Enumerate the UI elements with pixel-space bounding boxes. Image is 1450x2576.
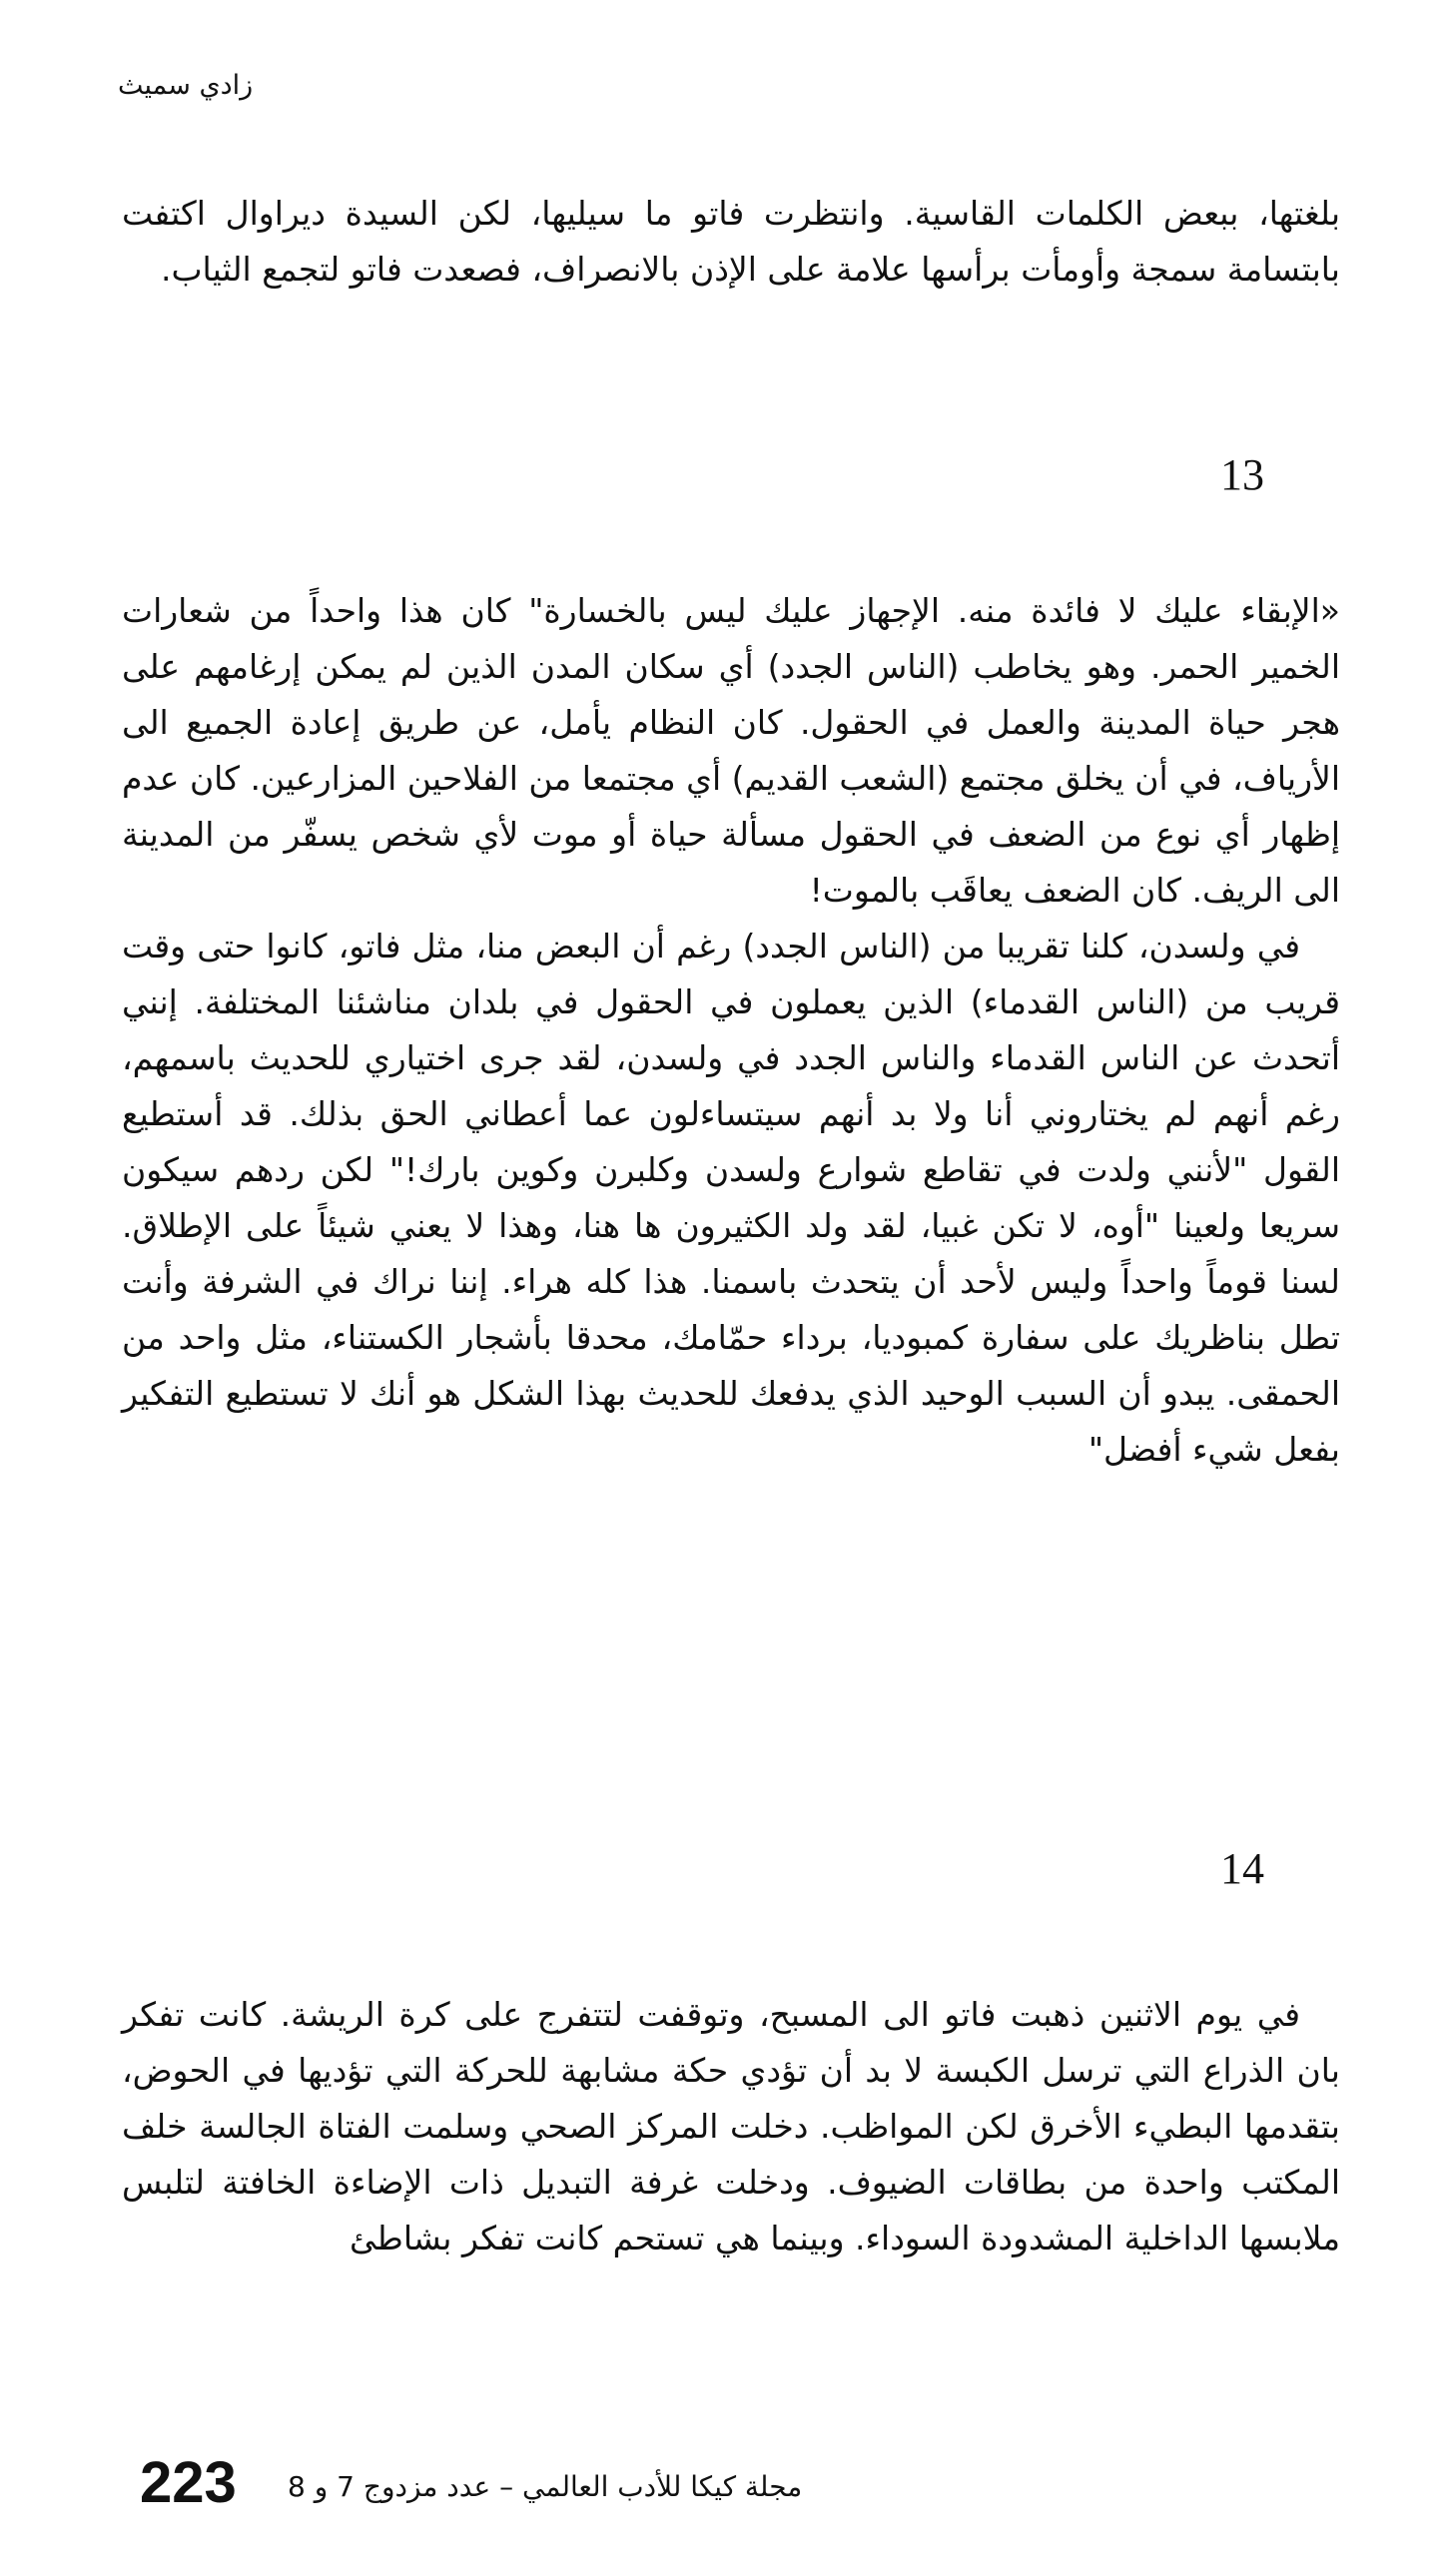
page-footer xyxy=(140,2448,1218,2528)
intro-text-block xyxy=(122,186,1340,298)
paragraph: في يوم الاثنين ذهبت فاتو الى المسبح، وتوقفت لتتفرج على كرة الريشة. كانت تفكر بان الذراع التي ترسل الكبسة لا بد أن تؤدي حكة مشابهة للحركة التي تؤديها في الحوض، بتقدمها البطيء الأخرق لكن المواظب. دخلت المركز الصحي وسلمت الفتاة الجالسة خلف المكتب واحدة من بطاقات الضيوف. ودخلت غرفة التبديل ذات الإضاءة الخافتة لتلبس ملابسها الداخلية المشدودة السوداء. وبينما هي تستحم كانت تفكر بشاطئ xyxy=(122,1995,1340,2257)
paragraph: في ولسدن، كلنا تقريبا من (الناس الجدد) رغم أن البعض منا، مثل فاتو، كانوا حتى وقت قريب من (الناس القدماء) الذين يعملون في الحقول في بلدان مناشئنا المختلفة. إنني أتحدث عن الناس القدماء والناس الجدد في ولسدن، لقد جرى اختياري للحديث باسمهم، رغم أنهم لم يختاروني أنا ولا بد أنهم سيتساءلون عما أعطاني الحق بذلك. قد أستطيع القول "لأنني ولدت في تقاطع شوارع ولسدن وكلبرن وكوين بارك!" لكن ردهم سيكون سريعا ولعينا "أوه، لا تكن غبيا، لقد ولد الكثيرون ها هنا، وهذا لا يعني شيئاً على الإطلاق. لسنا قوماً واحداً وليس لأحد أن يتحدث باسمنا. هذا كله هراء. إننا نراك في الشرفة وأنت تطل بناظريك على سفارة كمبوديا، برداء حمّامك، محدقا بأشجار الكستناء، مثل واحد من الحمقى. يبدو أن السبب الوحيد الذي يدفعك للحديث بهذا الشكل هو أنك لا تستطيع التفكير بفعل شيء أفضل" xyxy=(122,927,1340,1469)
running-header-author: زادي سميث xyxy=(118,70,254,101)
page-number: 223 xyxy=(140,2450,237,2515)
paragraph: «الإبقاء عليك لا فائدة منه. الإجهاز عليك ليس بالخسارة" كان هذا واحداً من شعارات الخمير الحمر. وهو يخاطب (الناس الجدد) أي سكان المدن الذين لم يمكن إرغامهم على هجر حياة المدينة والعمل في الحقول. كان النظام يأمل، عن طريق إعادة الجميع الى الأرياف، في أن يخلق مجتمع (الشعب القديم) أي مجتمعا من الفلاحين المزارعين. كان عدم إظهار أي نوع من الضعف في الحقول مسألة حياة أو موت لأي شخص يسفّر من المدينة الى الريف. كان الضعف يعاقَب بالموت! xyxy=(122,591,1340,910)
section-14-text xyxy=(122,1987,1340,2266)
section-13-text xyxy=(122,583,1340,1478)
section-number-13: 13 xyxy=(1220,450,1264,499)
journal-title: مجلة كيكا للأدب العالمي – عدد مزدوج 7 و 8 xyxy=(288,2470,803,2503)
section-number-14: 14 xyxy=(1220,1844,1264,1893)
paragraph: بلغتها، ببعض الكلمات القاسية. وانتظرت فاتو ما سيليها، لكن السيدة ديراوال اكتفت بابتسامة سمجة وأومأت برأسها علامة على الإذن بالانصراف، فصعدت فاتو لتجمع الثياب. xyxy=(122,194,1340,289)
